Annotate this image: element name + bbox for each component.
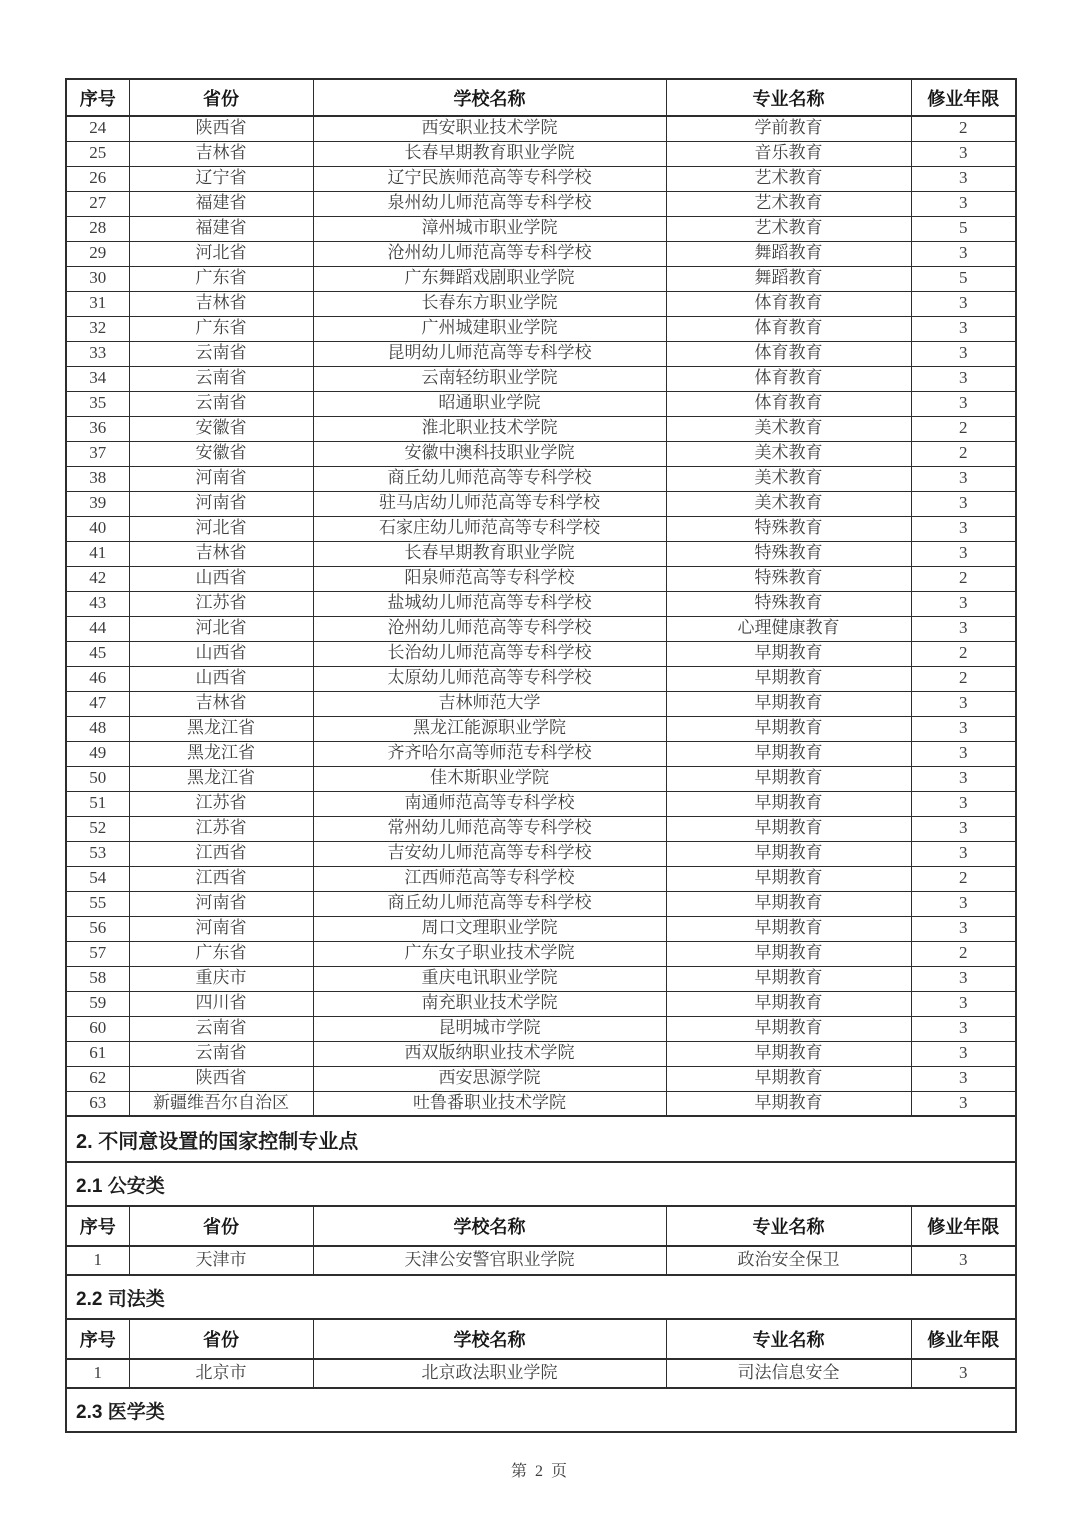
table-cell: 特殊教育	[666, 566, 911, 591]
table-cell: 四川省	[129, 991, 313, 1016]
table-cell: 早期教育	[666, 666, 911, 691]
table-cell: 早期教育	[666, 791, 911, 816]
table-row	[66, 116, 1016, 141]
table-cell: 长春东方职业学院	[313, 291, 666, 316]
table-cell: 38	[66, 466, 129, 491]
subsection-heading-3	[66, 1388, 1016, 1432]
table-cell: 31	[66, 291, 129, 316]
table-cell: 常州幼儿师范高等专科学校	[313, 816, 666, 841]
table-cell: 55	[66, 891, 129, 916]
table-cell: 江西师范高等专科学校	[313, 866, 666, 891]
table-cell: 昭通职业学院	[313, 391, 666, 416]
table-cell: 3	[911, 1091, 1016, 1116]
table-cell: 河南省	[129, 491, 313, 516]
table-cell: 吉安幼儿师范高等专科学校	[313, 841, 666, 866]
table-cell: 3	[911, 841, 1016, 866]
table-cell: 江西省	[129, 841, 313, 866]
table-cell: 体育教育	[666, 366, 911, 391]
table-row	[66, 291, 1016, 316]
table-cell: 西双版纳职业技术学院	[313, 1041, 666, 1066]
table-cell: 安徽中澳科技职业学院	[313, 441, 666, 466]
table-row	[66, 841, 1016, 866]
table-cell: 南充职业技术学院	[313, 991, 666, 1016]
table-row	[66, 391, 1016, 416]
table-cell: 45	[66, 641, 129, 666]
table-cell: 早期教育	[666, 716, 911, 741]
table-cell: 体育教育	[666, 291, 911, 316]
table-cell: 齐齐哈尔高等师范专科学校	[313, 741, 666, 766]
table-cell: 云南省	[129, 366, 313, 391]
table-row	[66, 1091, 1016, 1116]
table-cell: 南通师范高等专科学校	[313, 791, 666, 816]
table-cell: 2	[911, 116, 1016, 141]
table-cell: 3	[911, 516, 1016, 541]
table-row	[66, 166, 1016, 191]
table-cell: 昆明城市学院	[313, 1016, 666, 1041]
table-cell: 周口文理职业学院	[313, 916, 666, 941]
table-row	[66, 1041, 1016, 1066]
table-cell: 山西省	[129, 666, 313, 691]
table-cell: 早期教育	[666, 691, 911, 716]
table-cell: 舞蹈教育	[666, 241, 911, 266]
table-cell: 司法信息安全	[666, 1359, 911, 1388]
table-cell: 43	[66, 591, 129, 616]
table-cell: 吉林省	[129, 691, 313, 716]
table-cell: 长春早期教育职业学院	[313, 541, 666, 566]
subsection-heading-1-label: 2.1 公安类	[66, 1162, 1016, 1206]
table-cell: 安徽省	[129, 441, 313, 466]
section-2-heading-label: 2. 不同意设置的国家控制专业点	[66, 1116, 1016, 1162]
table-cell: 52	[66, 816, 129, 841]
table-cell: 沧州幼儿师范高等专科学校	[313, 241, 666, 266]
table-cell: 3	[911, 341, 1016, 366]
table-cell: 福建省	[129, 216, 313, 241]
table-row	[66, 891, 1016, 916]
page-number: 第 2 页	[510, 1463, 569, 1480]
table-cell: 辽宁省	[129, 166, 313, 191]
subsection-heading-2-label: 2.2 司法类	[66, 1275, 1016, 1319]
table-row	[66, 266, 1016, 291]
table-cell: 辽宁民族师范高等专科学校	[313, 166, 666, 191]
table-row	[66, 591, 1016, 616]
subsection-heading-1	[66, 1162, 1016, 1206]
table-cell: 长春早期教育职业学院	[313, 141, 666, 166]
table-cell: 北京政法职业学院	[313, 1359, 666, 1388]
table-cell: 舞蹈教育	[666, 266, 911, 291]
table-cell: 早期教育	[666, 891, 911, 916]
table-cell: 河南省	[129, 466, 313, 491]
table-cell: 学前教育	[666, 116, 911, 141]
table-cell: 太原幼儿师范高等专科学校	[313, 666, 666, 691]
table-cell: 60	[66, 1016, 129, 1041]
table-cell: 1	[66, 1359, 129, 1388]
table-cell: 吉林省	[129, 141, 313, 166]
table-cell: 早期教育	[666, 641, 911, 666]
table-cell: 2	[911, 566, 1016, 591]
table-cell: 35	[66, 391, 129, 416]
table-cell: 3	[911, 491, 1016, 516]
table-cell: 心理健康教育	[666, 616, 911, 641]
table-cell: 特殊教育	[666, 541, 911, 566]
table-cell: 56	[66, 916, 129, 941]
table-cell: 体育教育	[666, 316, 911, 341]
table-cell: 昆明幼儿师范高等专科学校	[313, 341, 666, 366]
table-cell: 3	[911, 1016, 1016, 1041]
table-cell: 山西省	[129, 641, 313, 666]
table-cell: 3	[911, 191, 1016, 216]
table-cell: 30	[66, 266, 129, 291]
table-row	[66, 741, 1016, 766]
table-cell: 3	[911, 591, 1016, 616]
table-row	[66, 566, 1016, 591]
table-cell: 艺术教育	[666, 191, 911, 216]
table-cell: 54	[66, 866, 129, 891]
table-cell: 福建省	[129, 191, 313, 216]
table-cell: 黑龙江省	[129, 741, 313, 766]
table-cell: 53	[66, 841, 129, 866]
table-cell: 早期教育	[666, 816, 911, 841]
table-cell: 吉林师范大学	[313, 691, 666, 716]
table-cell: 河北省	[129, 241, 313, 266]
table-cell: 3	[911, 916, 1016, 941]
table-row	[66, 1016, 1016, 1041]
table-cell: 修业年限	[911, 1206, 1016, 1246]
table-cell: 重庆市	[129, 966, 313, 991]
table-cell: 3	[911, 141, 1016, 166]
table-cell: 河南省	[129, 891, 313, 916]
table-cell: 3	[911, 816, 1016, 841]
table-cell: 美术教育	[666, 466, 911, 491]
table-cell: 修业年限	[911, 1319, 1016, 1359]
sub-table-header-row	[66, 1319, 1016, 1359]
table-cell: 驻马店幼儿师范高等专科学校	[313, 491, 666, 516]
table-cell: 44	[66, 616, 129, 641]
table-cell: 3	[911, 966, 1016, 991]
table-cell: 江苏省	[129, 791, 313, 816]
table-cell: 3	[911, 391, 1016, 416]
table-cell: 24	[66, 116, 129, 141]
table-cell: 省份	[129, 1319, 313, 1359]
table-cell: 石家庄幼儿师范高等专科学校	[313, 516, 666, 541]
subsection-heading-2	[66, 1275, 1016, 1319]
table-cell: 天津公安警官职业学院	[313, 1246, 666, 1275]
table-cell: 佳木斯职业学院	[313, 766, 666, 791]
table-cell: 25	[66, 141, 129, 166]
table-cell: 36	[66, 416, 129, 441]
table-cell: 体育教育	[666, 391, 911, 416]
table-cell: 河北省	[129, 516, 313, 541]
table-cell: 黑龙江省	[129, 716, 313, 741]
table-cell: 专业名称	[666, 1319, 911, 1359]
table-row	[66, 366, 1016, 391]
table-row	[66, 616, 1016, 641]
table-cell: 2	[911, 666, 1016, 691]
table-cell: 江苏省	[129, 816, 313, 841]
table-cell: 3	[911, 466, 1016, 491]
table-cell: 41	[66, 541, 129, 566]
table-cell: 广东省	[129, 316, 313, 341]
table-cell: 3	[911, 741, 1016, 766]
table-cell: 陕西省	[129, 116, 313, 141]
table-cell: 28	[66, 216, 129, 241]
table-cell: 58	[66, 966, 129, 991]
table-cell: 特殊教育	[666, 516, 911, 541]
table-cell: 西安思源学院	[313, 1066, 666, 1091]
table-cell: 3	[911, 716, 1016, 741]
table-cell: 50	[66, 766, 129, 791]
table-row	[66, 991, 1016, 1016]
table-cell: 3	[911, 316, 1016, 341]
table-cell: 江苏省	[129, 591, 313, 616]
table-cell: 河北省	[129, 616, 313, 641]
table-cell: 音乐教育	[666, 141, 911, 166]
table-cell: 34	[66, 366, 129, 391]
table-cell: 重庆电讯职业学院	[313, 966, 666, 991]
table-cell: 商丘幼儿师范高等专科学校	[313, 891, 666, 916]
table-cell: 广东省	[129, 941, 313, 966]
table-cell: 3	[911, 541, 1016, 566]
table-row	[66, 716, 1016, 741]
column-header-major: 专业名称	[666, 79, 911, 116]
table-cell: 广东女子职业技术学院	[313, 941, 666, 966]
main-table-body	[66, 116, 1016, 1432]
table-cell: 盐城幼儿师范高等专科学校	[313, 591, 666, 616]
table-cell: 北京市	[129, 1359, 313, 1388]
table-cell: 3	[911, 366, 1016, 391]
table-row	[66, 491, 1016, 516]
table-cell: 42	[66, 566, 129, 591]
section-2-heading	[66, 1116, 1016, 1162]
table-cell: 46	[66, 666, 129, 691]
approval-table	[65, 78, 1017, 1433]
table-row	[66, 541, 1016, 566]
table-cell: 序号	[66, 1206, 129, 1246]
table-cell: 40	[66, 516, 129, 541]
table-cell: 广州城建职业学院	[313, 316, 666, 341]
table-cell: 特殊教育	[666, 591, 911, 616]
table-cell: 陕西省	[129, 1066, 313, 1091]
table-cell: 59	[66, 991, 129, 1016]
table-cell: 美术教育	[666, 416, 911, 441]
table-cell: 序号	[66, 1319, 129, 1359]
table-cell: 3	[911, 1066, 1016, 1091]
table-row	[66, 816, 1016, 841]
table-cell: 长治幼儿师范高等专科学校	[313, 641, 666, 666]
table-cell: 51	[66, 791, 129, 816]
table-row	[66, 791, 1016, 816]
table-cell: 3	[911, 891, 1016, 916]
table-cell: 天津市	[129, 1246, 313, 1275]
table-cell: 政治安全保卫	[666, 1246, 911, 1275]
table-cell: 3	[911, 241, 1016, 266]
table-cell: 早期教育	[666, 1091, 911, 1116]
table-row	[66, 1359, 1016, 1388]
subsection-heading-3-label: 2.3 医学类	[66, 1388, 1016, 1432]
table-cell: 泉州幼儿师范高等专科学校	[313, 191, 666, 216]
table-cell: 62	[66, 1066, 129, 1091]
table-cell: 33	[66, 341, 129, 366]
main-table-header-row	[66, 79, 1016, 116]
table-cell: 江西省	[129, 866, 313, 891]
table-cell: 3	[911, 291, 1016, 316]
table-cell: 吐鲁番职业技术学院	[313, 1091, 666, 1116]
table-cell: 2	[911, 441, 1016, 466]
table-row	[66, 941, 1016, 966]
table-row	[66, 1066, 1016, 1091]
column-header-index: 序号	[66, 79, 129, 116]
table-row	[66, 666, 1016, 691]
table-cell: 57	[66, 941, 129, 966]
table-cell: 3	[911, 691, 1016, 716]
table-cell: 艺术教育	[666, 166, 911, 191]
table-cell: 早期教育	[666, 1066, 911, 1091]
table-cell: 3	[911, 1359, 1016, 1388]
table-cell: 早期教育	[666, 866, 911, 891]
table-cell: 漳州城市职业学院	[313, 216, 666, 241]
table-row	[66, 216, 1016, 241]
table-cell: 2	[911, 866, 1016, 891]
table-cell: 5	[911, 266, 1016, 291]
table-row	[66, 691, 1016, 716]
table-cell: 云南省	[129, 1016, 313, 1041]
table-cell: 2	[911, 416, 1016, 441]
table-cell: 学校名称	[313, 1206, 666, 1246]
table-cell: 云南省	[129, 391, 313, 416]
table-cell: 艺术教育	[666, 216, 911, 241]
table-cell: 3	[911, 166, 1016, 191]
table-cell: 淮北职业技术学院	[313, 416, 666, 441]
table-cell: 西安职业技术学院	[313, 116, 666, 141]
table-cell: 3	[911, 1041, 1016, 1066]
table-cell: 26	[66, 166, 129, 191]
table-cell: 5	[911, 216, 1016, 241]
table-row	[66, 341, 1016, 366]
table-row	[66, 641, 1016, 666]
table-row	[66, 766, 1016, 791]
table-cell: 安徽省	[129, 416, 313, 441]
table-cell: 早期教育	[666, 941, 911, 966]
table-row	[66, 466, 1016, 491]
table-cell: 早期教育	[666, 766, 911, 791]
table-row	[66, 1246, 1016, 1275]
table-row	[66, 416, 1016, 441]
table-cell: 省份	[129, 1206, 313, 1246]
table-row	[66, 516, 1016, 541]
table-cell: 3	[911, 991, 1016, 1016]
table-cell: 37	[66, 441, 129, 466]
table-row	[66, 241, 1016, 266]
table-cell: 沧州幼儿师范高等专科学校	[313, 616, 666, 641]
table-cell: 早期教育	[666, 991, 911, 1016]
table-cell: 1	[66, 1246, 129, 1275]
table-cell: 早期教育	[666, 916, 911, 941]
table-cell: 美术教育	[666, 491, 911, 516]
table-cell: 早期教育	[666, 1016, 911, 1041]
table-cell: 29	[66, 241, 129, 266]
table-cell: 新疆维吾尔自治区	[129, 1091, 313, 1116]
table-cell: 早期教育	[666, 741, 911, 766]
table-cell: 河南省	[129, 916, 313, 941]
table-cell: 早期教育	[666, 966, 911, 991]
column-header-school: 学校名称	[313, 79, 666, 116]
table-cell: 广东省	[129, 266, 313, 291]
table-cell: 39	[66, 491, 129, 516]
sub-table-header-row	[66, 1206, 1016, 1246]
table-cell: 2	[911, 641, 1016, 666]
table-cell: 3	[911, 766, 1016, 791]
table-cell: 3	[911, 616, 1016, 641]
table-cell: 早期教育	[666, 1041, 911, 1066]
table-cell: 32	[66, 316, 129, 341]
table-cell: 阳泉师范高等专科学校	[313, 566, 666, 591]
table-cell: 2	[911, 941, 1016, 966]
table-row	[66, 966, 1016, 991]
table-row	[66, 191, 1016, 216]
table-cell: 黑龙江省	[129, 766, 313, 791]
table-cell: 云南省	[129, 1041, 313, 1066]
table-cell: 吉林省	[129, 541, 313, 566]
table-cell: 山西省	[129, 566, 313, 591]
table-cell: 商丘幼儿师范高等专科学校	[313, 466, 666, 491]
table-row	[66, 316, 1016, 341]
table-cell: 黑龙江能源职业学院	[313, 716, 666, 741]
table-cell: 学校名称	[313, 1319, 666, 1359]
table-row	[66, 441, 1016, 466]
table-cell: 48	[66, 716, 129, 741]
table-cell: 61	[66, 1041, 129, 1066]
table-cell: 云南轻纺职业学院	[313, 366, 666, 391]
table-cell: 3	[911, 1246, 1016, 1275]
table-row	[66, 916, 1016, 941]
table-row	[66, 141, 1016, 166]
column-header-duration: 修业年限	[911, 79, 1016, 116]
table-cell: 美术教育	[666, 441, 911, 466]
table-cell: 云南省	[129, 341, 313, 366]
table-cell: 专业名称	[666, 1206, 911, 1246]
table-row	[66, 866, 1016, 891]
table-cell: 27	[66, 191, 129, 216]
table-cell: 早期教育	[666, 841, 911, 866]
table-cell: 吉林省	[129, 291, 313, 316]
table-cell: 体育教育	[666, 341, 911, 366]
column-header-province: 省份	[129, 79, 313, 116]
table-cell: 49	[66, 741, 129, 766]
table-cell: 广东舞蹈戏剧职业学院	[313, 266, 666, 291]
table-cell: 63	[66, 1091, 129, 1116]
table-cell: 3	[911, 791, 1016, 816]
table-cell: 47	[66, 691, 129, 716]
